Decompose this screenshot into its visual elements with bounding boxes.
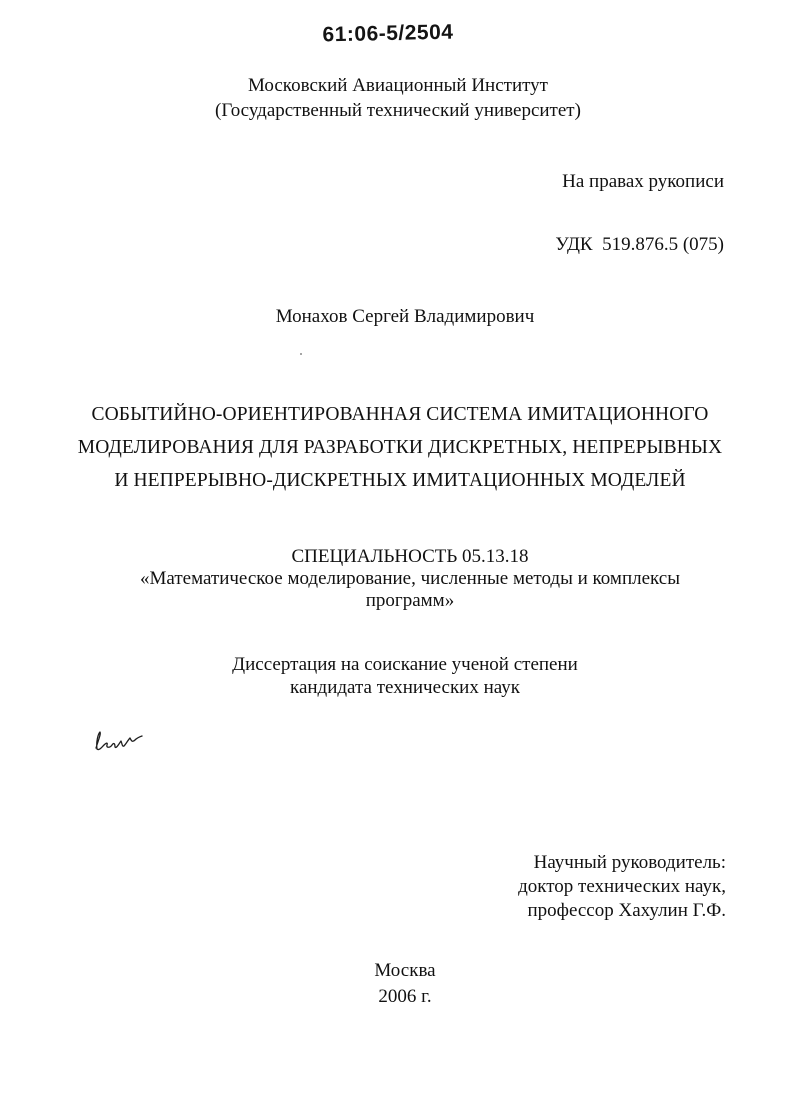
supervisor-block <box>518 851 726 923</box>
place-and-year <box>0 958 796 1010</box>
institute-block <box>0 73 796 123</box>
institute-name: Московский Авиационный Институт <box>247 75 548 96</box>
city-name: Москва <box>374 960 436 981</box>
specialty-block <box>120 546 700 612</box>
supervisor-label: Научный руководитель: <box>533 852 726 873</box>
supervisor-degree: доктор технических наук, <box>518 876 726 897</box>
degree-block <box>0 653 796 699</box>
year: 2006 г. <box>378 986 432 1007</box>
title-line: И НЕПРЕРЫВНО-ДИСКРЕТНЫХ ИМИТАЦИОННЫХ МОДЕЛЕЙ <box>114 470 686 491</box>
specialty-description-cont: программ» <box>365 590 455 611</box>
udk-code: УДК 519.876.5 (075) <box>555 234 724 255</box>
supervisor-name: профессор Хахулин Г.Ф. <box>527 900 726 921</box>
institute-subtitle: (Государственный технический университет) <box>215 100 581 121</box>
archive-stamp-number: 61:06-5/2504 <box>322 20 454 47</box>
specialty-heading: СПЕЦИАЛЬНОСТЬ 05.13.18 <box>291 546 529 567</box>
title-line: МОДЕЛИРОВАНИЯ ДЛЯ РАЗРАБОТКИ ДИСКРЕТНЫХ, НЕПРЕРЫВНЫХ <box>77 437 723 458</box>
specialty-description: «Математическое моделирование, численные методы и комплексы <box>140 568 680 589</box>
dissertation-title <box>60 398 740 497</box>
title-line: СОБЫТИЙНО-ОРИЕНТИРОВАННАЯ СИСТЕМА ИМИТАЦИОННОГО <box>91 404 709 425</box>
scan-speck <box>300 353 302 355</box>
manuscript-rights: На правах рукописи <box>562 171 724 192</box>
degree-line: Диссертация на соискание ученой степени <box>232 654 578 675</box>
handwritten-signature <box>90 728 150 754</box>
author-name: Монахов Сергей Владимирович <box>275 306 535 327</box>
degree-line: кандидата технических наук <box>290 677 520 698</box>
